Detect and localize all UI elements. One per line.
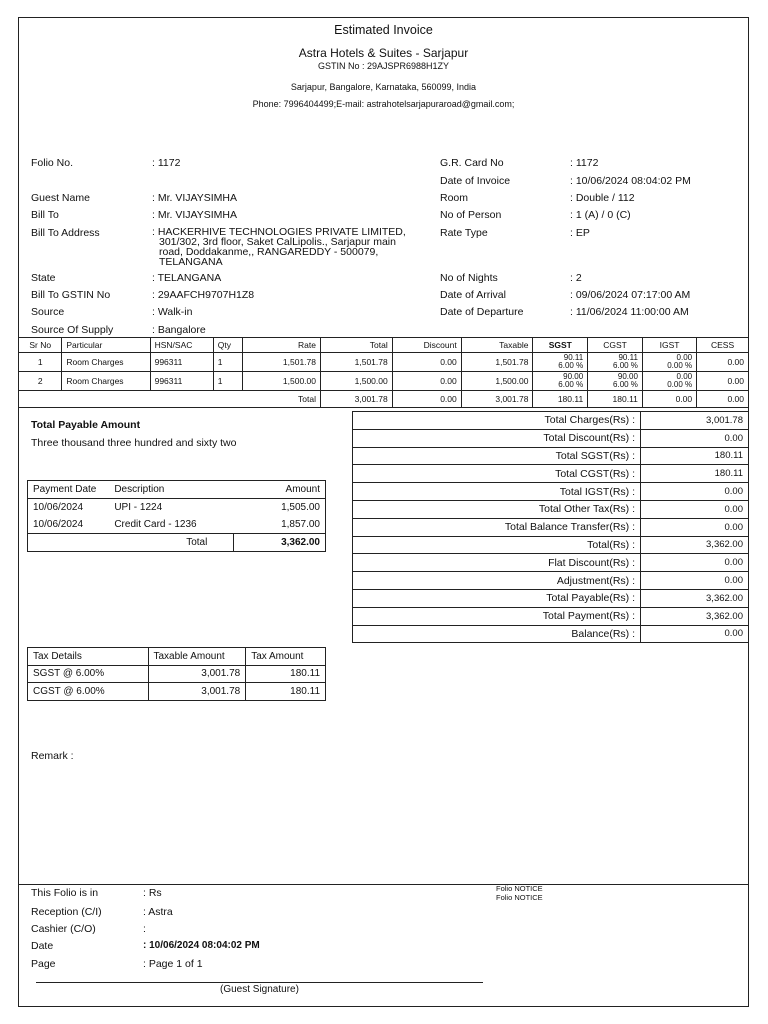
summary-row	[353, 572, 749, 590]
summary-label: Total(Rs) :	[353, 536, 641, 554]
summary-label: Total CGST(Rs) :	[353, 465, 641, 483]
cell-rate: 1,501.78	[242, 353, 320, 372]
summary-value: 0.00	[641, 518, 749, 536]
cell-taxable: 1,501.78	[461, 353, 533, 372]
reception-label: Reception (C/I)	[31, 906, 102, 918]
billaddr-line-3: road, Doddakanme,, RANGAREDDY - 500079,	[159, 246, 379, 258]
igst-percent: 0.00 %	[667, 380, 693, 389]
igst-amount: 0.00	[676, 353, 693, 362]
summary-row	[353, 483, 749, 501]
payments-total-value: 3,362.00	[234, 534, 326, 552]
col-header: HSN/SAC	[150, 338, 213, 353]
summary-row	[353, 447, 749, 465]
tax-taxable: 3,001.78	[148, 683, 246, 701]
payment-desc: Credit Card - 1236	[109, 516, 233, 534]
rate-type-label: Rate Type	[440, 227, 488, 239]
payment-amount: 1,505.00	[234, 499, 326, 517]
sgst-amount: 90.00	[563, 372, 584, 381]
sgst-amount: 90.11	[563, 353, 584, 362]
billto-label: Bill To	[31, 209, 59, 221]
folio-label: Folio No.	[31, 157, 74, 169]
table-row	[28, 683, 326, 701]
summary-label: Total Other Tax(Rs) :	[353, 500, 641, 518]
summary-label: Total Charges(Rs) :	[353, 412, 641, 430]
room-label: Room	[440, 192, 469, 204]
arrival-value: : 09/06/2024 07:17:00 AM	[570, 289, 691, 301]
igst-percent: 0.00 %	[667, 361, 693, 370]
table-row	[28, 499, 326, 517]
col-header: Particular	[62, 338, 150, 353]
table-row	[28, 516, 326, 534]
invoice-date-label: Date of Invoice	[440, 175, 511, 187]
totals-total: 3,001.78	[321, 391, 393, 408]
supply-value: : Bangalore	[152, 324, 206, 336]
summary-row	[353, 625, 749, 643]
cell-cess: 0.00	[697, 353, 749, 372]
cell-sr: 1	[19, 353, 62, 372]
source-label: Source	[31, 306, 65, 318]
cell-cgst	[588, 372, 643, 391]
payment-date: 10/06/2024	[28, 516, 110, 534]
tax-taxable: 3,001.78	[148, 665, 246, 683]
summary-value: 3,362.00	[641, 589, 749, 607]
summary-value: 0.00	[641, 483, 749, 501]
cell-particular: Room Charges	[62, 353, 150, 372]
cell-taxable: 1,500.00	[461, 372, 533, 391]
cell-discount: 0.00	[392, 372, 461, 391]
folio-in-label: This Folio is in	[31, 887, 99, 899]
summary-row	[353, 412, 749, 430]
tax-amount-header: Tax Amount	[246, 648, 326, 666]
invoice-date-value: : 10/06/2024 08:04:02 PM	[570, 175, 691, 187]
summary-label: Adjustment(Rs) :	[353, 572, 641, 590]
folio-in-value: : Rs	[143, 887, 162, 899]
folio-value: : 1172	[152, 157, 181, 169]
summary-value: 0.00	[641, 625, 749, 643]
page-value: : Page 1 of 1	[143, 958, 203, 970]
folio-notice-line: Folio NOTICE	[496, 884, 543, 893]
folio-notice	[496, 885, 543, 902]
payments-header-row	[28, 481, 326, 499]
nights-value: : 2	[570, 272, 582, 284]
billaddr-line-2: 301/302, 3rd floor, Saket CalLipolis., Sarjapur main	[159, 236, 396, 248]
summary-value: 0.00	[641, 554, 749, 572]
cgst-amount: 90.11	[618, 353, 638, 362]
summary-row	[353, 518, 749, 536]
summary-row	[353, 500, 749, 518]
cell-igst	[642, 372, 696, 391]
summary-table	[352, 411, 749, 643]
hotel-name: Astra Hotels & Suites - Sarjapur	[298, 46, 469, 60]
persons-label: No of Person	[440, 209, 502, 221]
payments-table	[27, 480, 326, 552]
totals-sgst: 180.11	[533, 391, 588, 408]
guest-signature-label: (Guest Signature)	[220, 984, 299, 995]
col-header: Total	[321, 338, 393, 353]
summary-label: Total Payment(Rs) :	[353, 607, 641, 625]
hotel-gstin: GSTIN No : 29AJSPR6988H1ZY	[317, 61, 450, 71]
grcard-value: : 1172	[570, 157, 599, 169]
totals-discount: 0.00	[392, 391, 461, 408]
tax-details-table	[27, 647, 326, 701]
cell-sr: 2	[19, 372, 62, 391]
payments-total-label: Total	[28, 534, 234, 552]
summary-row	[353, 607, 749, 625]
billaddr-label: Bill To Address	[31, 227, 100, 239]
summary-label: Total Discount(Rs) :	[353, 429, 641, 447]
tax-taxable-header: Taxable Amount	[148, 648, 246, 666]
cell-particular: Room Charges	[62, 372, 150, 391]
cell-cess: 0.00	[697, 372, 749, 391]
summary-value: 3,362.00	[641, 536, 749, 554]
tax-amount: 180.11	[246, 683, 326, 701]
cashier-value: :	[143, 923, 146, 935]
igst-amount: 0.00	[676, 372, 693, 381]
departure-label: Date of Departure	[440, 306, 524, 318]
summary-value: 0.00	[641, 572, 749, 590]
col-header: IGST	[642, 338, 696, 353]
cell-qty: 1	[213, 372, 242, 391]
payment-amount: 1,857.00	[234, 516, 326, 534]
table-row	[19, 372, 749, 391]
items-header-row	[19, 338, 749, 353]
table-row	[28, 665, 326, 683]
guest-label: Guest Name	[31, 192, 90, 204]
total-payable-words: Three thousand three hundred and sixty two	[31, 437, 237, 449]
col-header: Rate	[242, 338, 320, 353]
footer-divider	[18, 884, 749, 885]
gstin-label: Bill To GSTIN No	[31, 289, 111, 301]
cell-sgst	[533, 372, 588, 391]
rate-type-value: : EP	[570, 227, 590, 239]
col-header: SGST	[533, 338, 588, 353]
summary-row	[353, 589, 749, 607]
summary-label: Total SGST(Rs) :	[353, 447, 641, 465]
grcard-label: G.R. Card No	[440, 157, 504, 169]
col-header: Taxable	[461, 338, 533, 353]
invoice-title: Estimated Invoice	[334, 23, 433, 37]
summary-value: 3,362.00	[641, 607, 749, 625]
table-row	[19, 353, 749, 372]
gstin-value: : 29AAFCH9707H1Z8	[152, 289, 255, 301]
billto-value: : Mr. VIJAYSIMHA	[152, 209, 237, 221]
cell-total: 1,500.00	[321, 372, 393, 391]
cell-hsn: 996311	[150, 372, 213, 391]
room-value: : Double / 112	[570, 192, 635, 204]
col-header: Qty	[213, 338, 242, 353]
cell-discount: 0.00	[392, 353, 461, 372]
items-table	[18, 337, 749, 408]
totals-label: Total	[19, 391, 321, 408]
summary-value: 3,001.78	[641, 412, 749, 430]
reception-value: : Astra	[143, 906, 173, 918]
summary-label: Balance(Rs) :	[353, 625, 641, 643]
totals-igst: 0.00	[642, 391, 696, 408]
tax-name-header: Tax Details	[28, 648, 149, 666]
tax-amount: 180.11	[246, 665, 326, 683]
summary-value: 0.00	[641, 429, 749, 447]
payment-date-header: Payment Date	[28, 481, 110, 499]
summary-row	[353, 465, 749, 483]
state-label: State	[31, 272, 56, 284]
payments-total-row	[28, 534, 326, 552]
billaddr-line-1: : HACKERHIVE TECHNOLOGIES PRIVATE LIMITED,	[152, 226, 406, 238]
total-payable-label: Total Payable Amount	[31, 419, 141, 431]
totals-cgst: 180.11	[588, 391, 643, 408]
tax-name: CGST @ 6.00%	[28, 683, 149, 701]
summary-row	[353, 429, 749, 447]
summary-value: 180.11	[641, 465, 749, 483]
payment-amount-header: Amount	[234, 481, 326, 499]
payment-desc: UPI - 1224	[109, 499, 233, 517]
cell-qty: 1	[213, 353, 242, 372]
cell-rate: 1,500.00	[242, 372, 320, 391]
supply-label: Source Of Supply	[31, 324, 114, 336]
summary-value: 180.11	[641, 447, 749, 465]
summary-label: Total IGST(Rs) :	[353, 483, 641, 501]
summary-value: 0.00	[641, 500, 749, 518]
sgst-percent: 6.00 %	[558, 361, 584, 370]
source-value: : Walk-in	[152, 306, 193, 318]
persons-value: : 1 (A) / 0 (C)	[570, 209, 631, 221]
summary-row	[353, 536, 749, 554]
cashier-label: Cashier (C/O)	[31, 923, 96, 935]
tax-name: SGST @ 6.00%	[28, 665, 149, 683]
hotel-contact: Phone: 7996404499;E-mail: astrahotelsarjapuraroad@gmail.com;	[252, 99, 515, 109]
cell-cgst	[588, 353, 643, 372]
footer-date-label: Date	[31, 940, 54, 952]
guest-value: : Mr. VIJAYSIMHA	[152, 192, 237, 204]
payment-date: 10/06/2024	[28, 499, 110, 517]
col-header: Discount	[392, 338, 461, 353]
payment-desc-header: Description	[109, 481, 233, 499]
signature-line	[36, 982, 483, 983]
hotel-address: Sarjapur, Bangalore, Karnataka, 560099, India	[290, 82, 477, 92]
cgst-amount: 90.00	[617, 372, 638, 381]
cell-sgst	[533, 353, 588, 372]
tax-header-row	[28, 648, 326, 666]
col-header: Sr No	[19, 338, 62, 353]
totals-cess: 0.00	[697, 391, 749, 408]
billaddr-line-4: TELANGANA	[159, 256, 223, 268]
summary-label: Total Balance Transfer(Rs) :	[353, 518, 641, 536]
state-value: : TELANGANA	[152, 272, 222, 284]
col-header: CESS	[697, 338, 749, 353]
arrival-label: Date of Arrival	[440, 289, 506, 301]
summary-label: Flat Discount(Rs) :	[353, 554, 641, 572]
summary-label: Total Payable(Rs) :	[353, 589, 641, 607]
cell-igst	[642, 353, 696, 372]
cell-hsn: 996311	[150, 353, 213, 372]
sgst-percent: 6.00 %	[558, 380, 584, 389]
remark-label: Remark :	[31, 750, 74, 762]
col-header: CGST	[588, 338, 643, 353]
folio-notice-line: Folio NOTICE	[496, 892, 543, 902]
totals-taxable: 3,001.78	[461, 391, 533, 408]
footer-date-value: : 10/06/2024 08:04:02 PM	[143, 940, 260, 951]
cgst-percent: 6.00 %	[613, 361, 638, 370]
page-label: Page	[31, 958, 56, 970]
cell-total: 1,501.78	[321, 353, 393, 372]
billaddr-value	[152, 227, 406, 267]
nights-label: No of Nights	[440, 272, 498, 284]
departure-value: : 11/06/2024 11:00:00 AM	[570, 306, 689, 318]
summary-row	[353, 554, 749, 572]
totals-row	[19, 391, 749, 408]
cgst-percent: 6.00 %	[613, 380, 638, 389]
